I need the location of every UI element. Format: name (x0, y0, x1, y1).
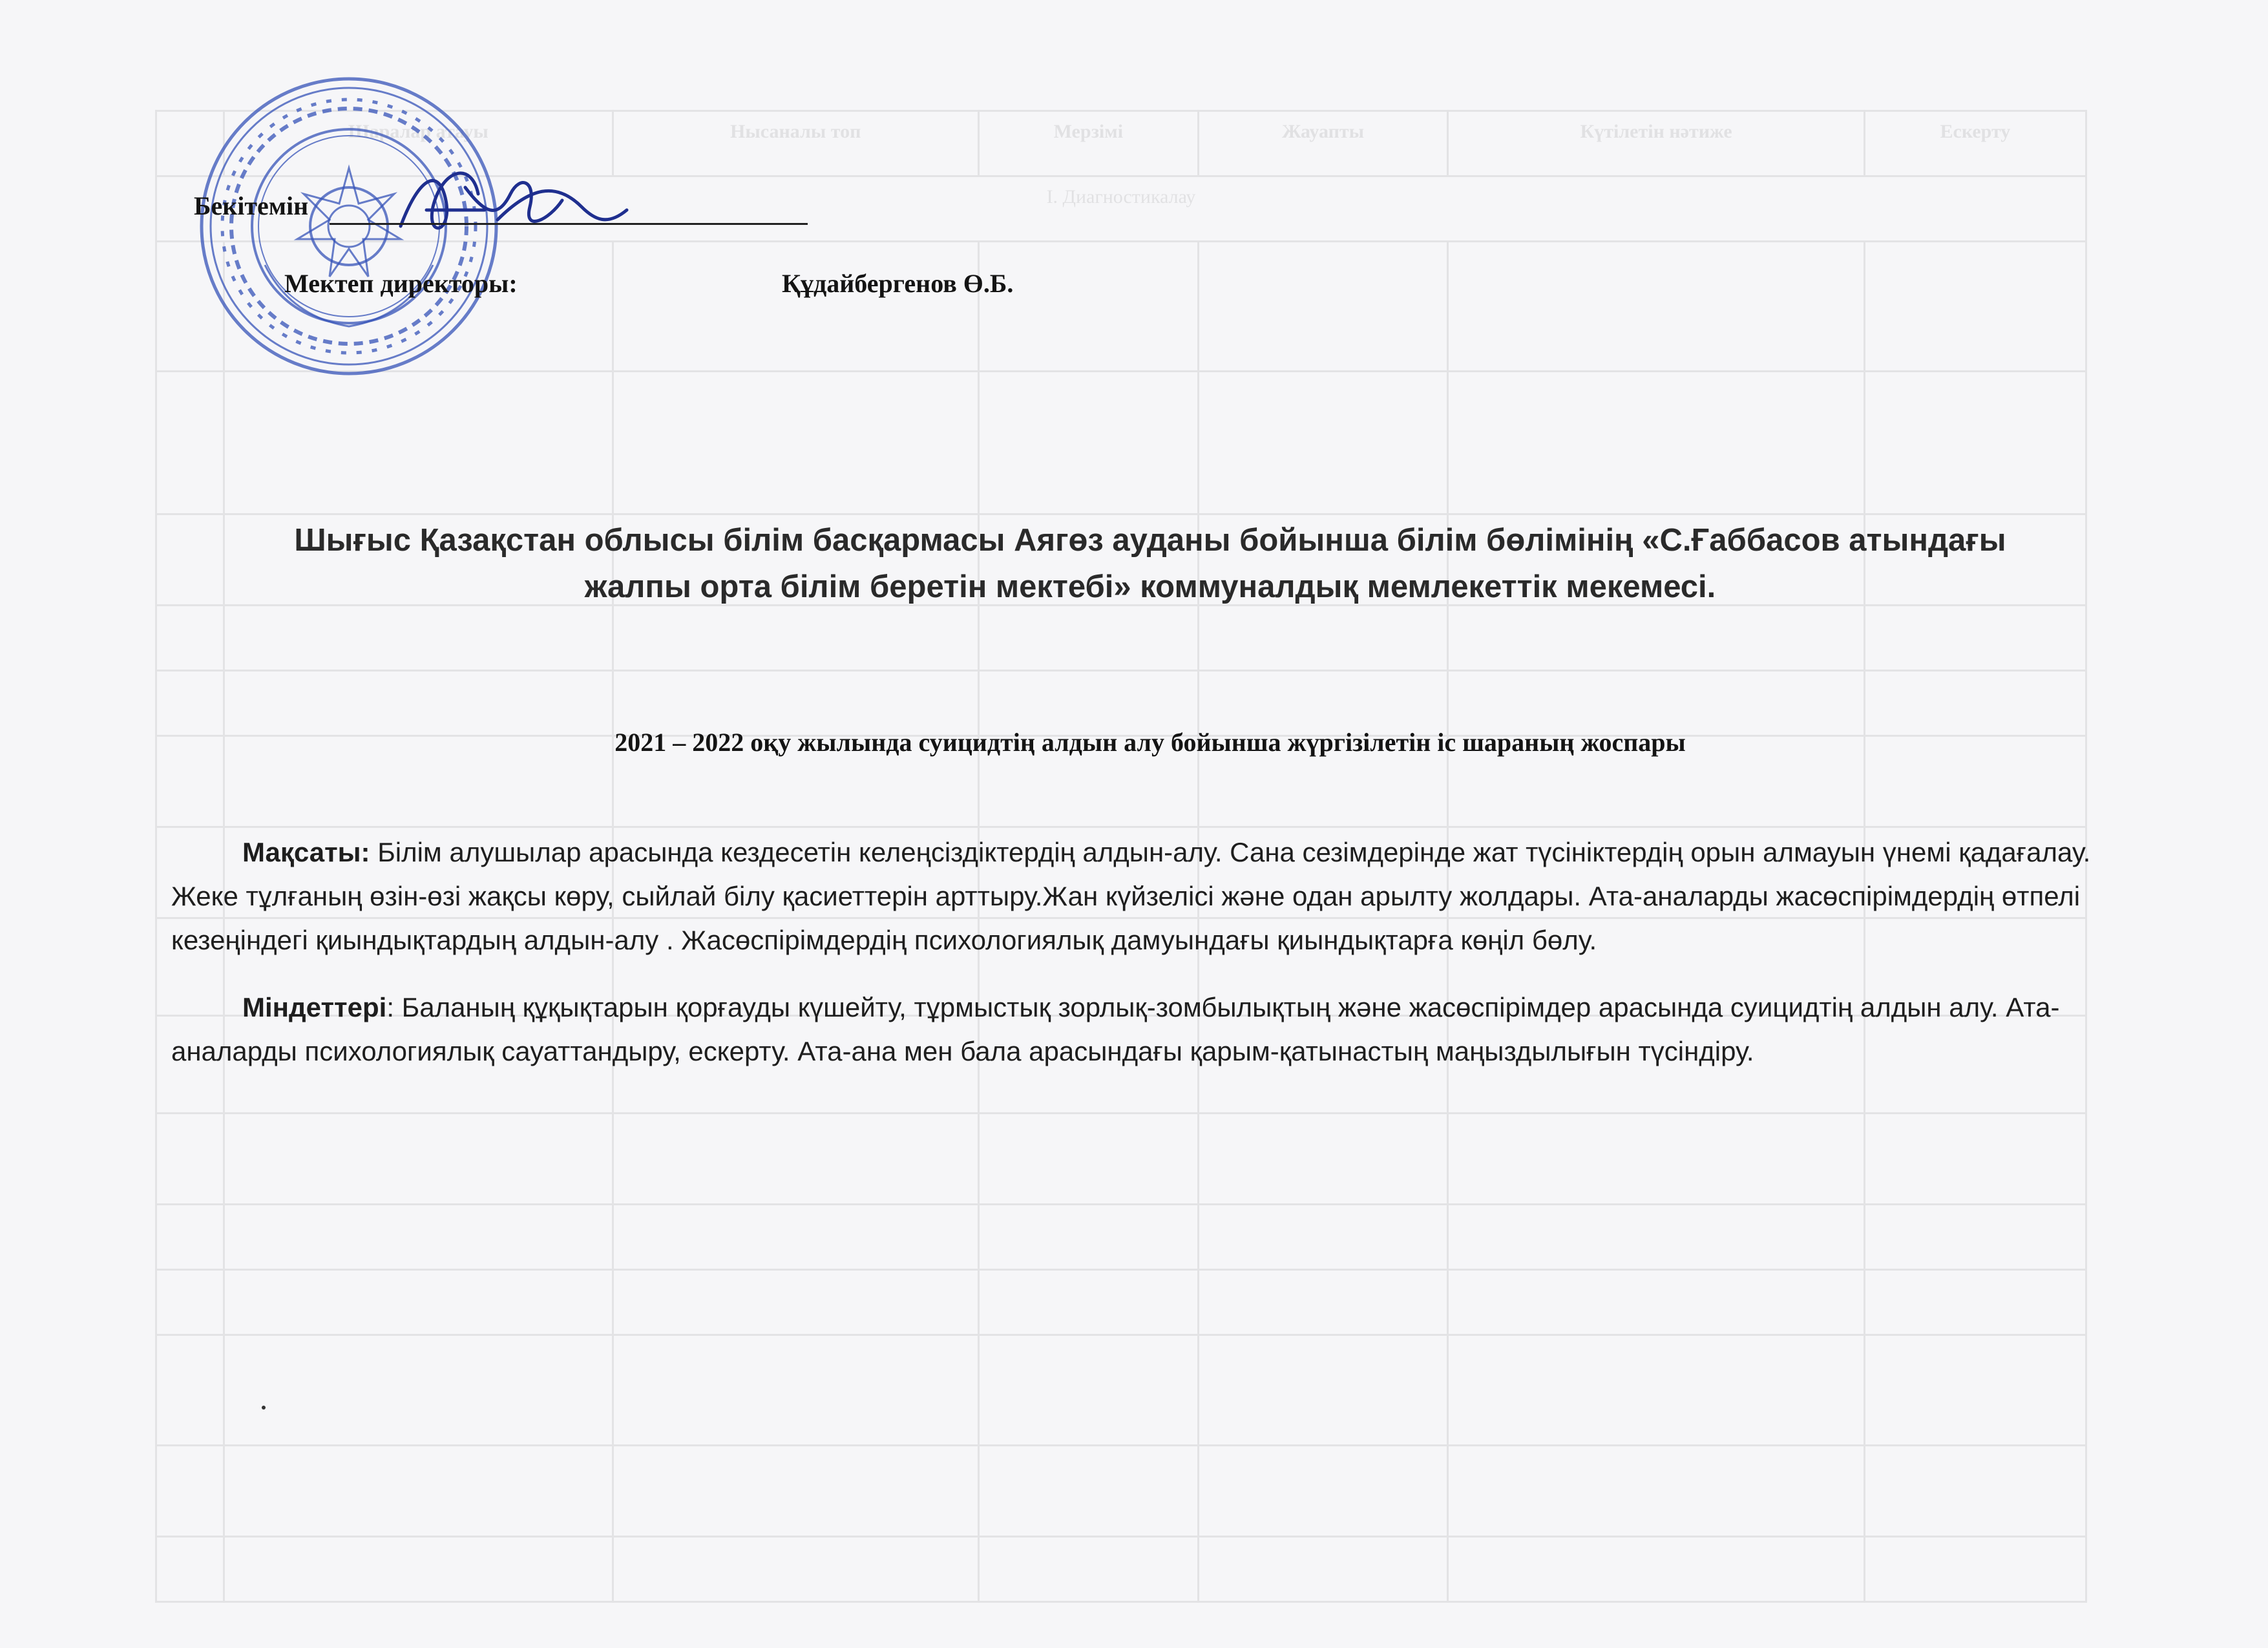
ghost-header: Жауапты (1198, 111, 1448, 176)
goal-text: Білім алушылар арасында кездесетін келеңсіздіктердің алдын-алу. Сана сезімдерінде жат түсініктердің орын алмауын үнемі қадағалау. Жеке тұлғаның өзін-өзі жақсы көру, сыйлай білу қасиеттерін арттыру.Жан күйзелісі және одан арылту жолдары. Ата-аналарды жасөспірімдердің өтпелі кезеңіндегі қиындықтардың алдын-алу . Жасөспірімдердің психологиялық дамуындағы қиындықтарға көңіл бөлу. (171, 837, 2091, 955)
tasks-text: : Баланың құқықтарын қорғауды күшейту, тұрмыстық зорлық-зомбылықтың және жасөспірімдер арасында суицидтің алдын алу. Ата-аналарды психологиялық сауаттандыру, ескерту. Ата-ана мен бала арасындағы қарым-қатынастың маңыздылығын түсіндіру. (171, 992, 2060, 1066)
organization-title-line: жалпы орта білім беретін мектебі» коммуналдық мемлекеттік мекемесі. (584, 569, 1716, 604)
organization-title-line: Шығыс Қазақстан облысы білім басқармасы Аягөз ауданы бойынша білім бөлімінің «С.Ғаббасов атындағы (294, 523, 2006, 558)
tasks-label: Міндеттері (242, 992, 387, 1022)
ghost-header: Нысаналы топ (613, 111, 978, 176)
organization-title (194, 517, 2106, 610)
ghost-header: Шаралар атауы (224, 111, 613, 176)
ghost-header: Күтілетін нәтиже (1448, 111, 1864, 176)
approve-label: Бекітемін (194, 191, 309, 220)
director-signature (388, 149, 633, 252)
plan-title: 2021 – 2022 оқу жылында суицидтің алдын алу бойынша жүргізілетін іс шараның жоспары (614, 728, 1686, 757)
ghost-section: I. Диагностикалау (156, 176, 2086, 242)
signature-line (330, 223, 808, 225)
director-label: Мектеп директоры: (284, 269, 518, 298)
ghost-header: Мерзімі (978, 111, 1198, 176)
goal-label: Мақсаты: (242, 837, 370, 867)
stray-mark (262, 1406, 266, 1410)
director-name: Құдайбергенов Ө.Б. (782, 269, 1014, 298)
tasks-paragraph (171, 986, 2161, 1073)
goal-paragraph (171, 830, 2161, 962)
ghost-header: Ескерту (1864, 111, 2086, 176)
